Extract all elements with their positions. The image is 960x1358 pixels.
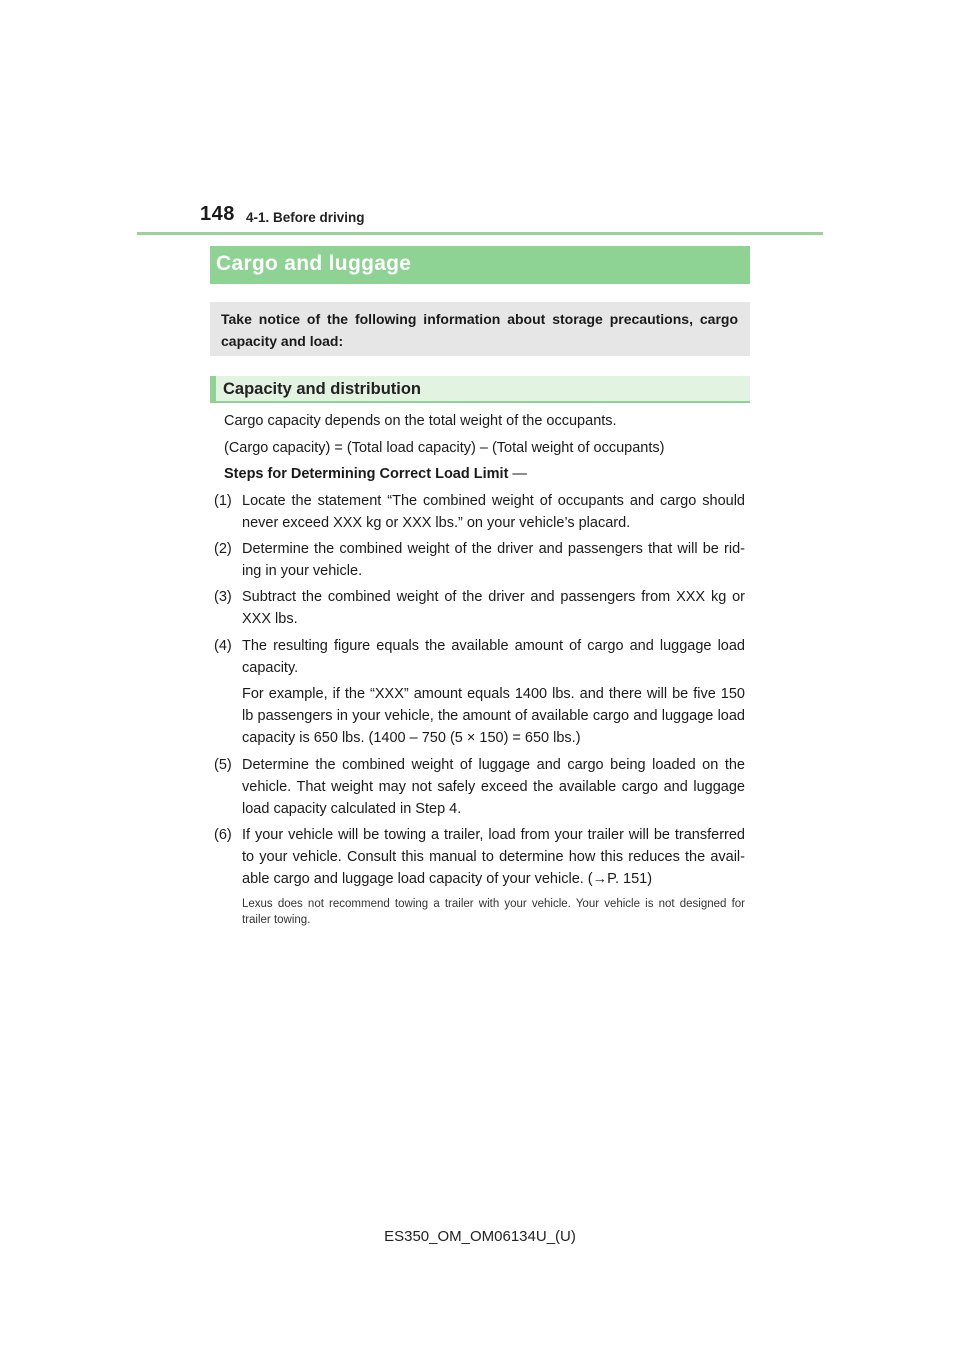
cargo-formula-line: (Cargo capacity) = (Total load capacity) – (Total weight of occupants) <box>224 440 665 456</box>
intro-box: Take notice of the following information about storage precautions, cargo capacity and load: <box>210 302 750 356</box>
page-title: Cargo and luggage <box>216 252 412 275</box>
step-text: Determine the combined weight of the driver and passengers that will be rid-ing in your vehicle. <box>242 541 745 579</box>
step-item <box>214 824 745 890</box>
step-item <box>214 635 745 749</box>
step-text: Locate the statement “The combined weight of occupants and cargo should never exceed XXX kg or XXX lbs.” on your vehicle’s placard. <box>242 493 745 531</box>
step-item <box>214 586 745 630</box>
step-number: (5) <box>214 757 232 773</box>
page-number: 148 <box>200 203 235 225</box>
document-code-footer: ES350_OM_OM06134U_(U) <box>384 1228 576 1245</box>
towing-note: Lexus does not recommend towing a trailer with your vehicle. Your vehicle is not designed for trailer towing. <box>242 898 745 926</box>
step-example: For example, if the “XXX” amount equals 1400 lbs. and there will be five 150 lb passengers in your vehicle, the amount of available cargo and luggage load capacity is 650 lbs. (1400 – 750 (5 × 150) = 650 lbs.) <box>242 686 745 746</box>
step-number: (3) <box>214 589 232 605</box>
header-divider <box>137 232 823 235</box>
step-item <box>214 490 745 534</box>
subsection-heading: Capacity and distribution <box>210 376 750 403</box>
section-path: 4-1. Before driving <box>246 210 365 225</box>
step-number: (4) <box>214 638 232 654</box>
step-number: (1) <box>214 493 232 509</box>
step-text: Determine the combined weight of luggage and cargo being loaded on the vehicle. That weight may not safely exceed the available cargo and luggage load capacity calculated in Step 4. <box>242 757 745 817</box>
step-number: (6) <box>214 827 232 843</box>
steps-heading <box>224 463 527 485</box>
step-text: The resulting figure equals the available amount of cargo and luggage load capacity. <box>242 638 745 676</box>
steps-heading-text: Steps for Determining Correct Load Limit <box>224 466 509 482</box>
step-item <box>214 538 745 582</box>
cargo-capacity-line: Cargo capacity depends on the total weight of the occupants. <box>224 413 617 429</box>
step-item <box>214 754 745 820</box>
step-number: (2) <box>214 541 232 557</box>
step-text: If your vehicle will be towing a trailer, load from your trailer will be transferred to your vehicle. Consult this manual to determine how this reduces the avail-able cargo and luggage load capacity of your vehicle. (→P. 151) <box>242 827 745 887</box>
page-title-bar <box>210 246 750 284</box>
step-text: Subtract the combined weight of the driver and passengers from XXX kg or XXX lbs. <box>242 589 745 627</box>
steps-heading-dash: — <box>508 466 527 482</box>
